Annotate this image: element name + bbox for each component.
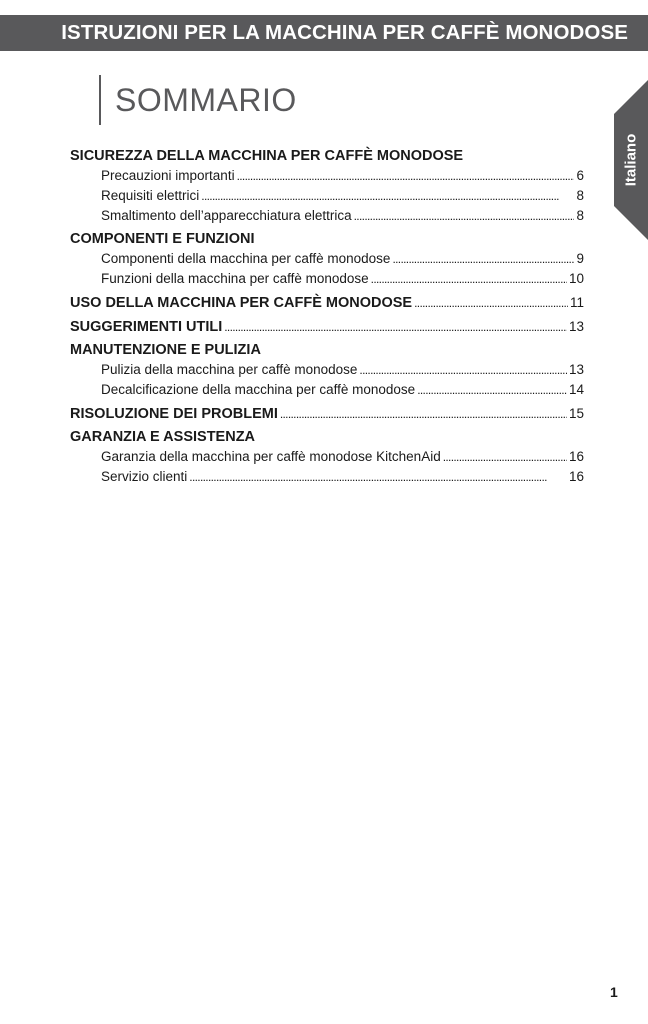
- toc-section-uso[interactable]: [70, 293, 584, 313]
- toc-page-number: 11: [569, 295, 584, 310]
- toc-page-number: 15: [568, 406, 584, 421]
- toc-section-title[interactable]: SICUREZZA DELLA MACCHINA PER CAFFÈ MONODOSE: [70, 148, 464, 164]
- toc-leader-dots: [189, 468, 567, 487]
- table-of-contents: [70, 147, 584, 491]
- toc-entry-label: Requisiti elettrici: [101, 188, 200, 203]
- toc-entry[interactable]: [70, 360, 584, 380]
- toc-page-number: 13: [568, 319, 584, 334]
- toc-entry-label: Smaltimento dell’apparecchiatura elettrica: [101, 208, 352, 223]
- toc-section-suggerimenti[interactable]: [70, 317, 584, 337]
- document-header: [0, 15, 648, 51]
- toc-entry[interactable]: [70, 186, 584, 206]
- header-title: ISTRUZIONI PER LA MACCHINA PER CAFFÈ MONODOSE: [61, 21, 628, 44]
- toc-entry-label: Servizio clienti: [101, 469, 188, 484]
- toc-section-garanzia: [70, 428, 584, 487]
- toc-section-title[interactable]: COMPONENTI E FUNZIONI: [70, 231, 255, 247]
- toc-entry[interactable]: [70, 447, 584, 467]
- toc-entry[interactable]: [70, 249, 584, 269]
- toc-page-number: 9: [576, 251, 584, 266]
- toc-page-number: 6: [576, 168, 584, 183]
- toc-section-manutenzione: [70, 341, 584, 400]
- toc-page-number: 14: [568, 382, 584, 397]
- toc-page-number: 16: [568, 449, 584, 464]
- toc-leader-dots: [392, 250, 574, 269]
- toc-section-title[interactable]: GARANZIA E ASSISTENZA: [70, 429, 256, 445]
- language-tab: [614, 80, 648, 240]
- toc-entry[interactable]: [70, 206, 584, 226]
- page-title-block: [99, 75, 297, 125]
- page-title: SOMMARIO: [115, 81, 297, 118]
- toc-leader-dots: [417, 381, 567, 400]
- toc-leader-dots: [443, 448, 567, 467]
- toc-leader-dots: [371, 270, 567, 289]
- toc-entry-label: Componenti della macchina per caffè monodose: [101, 251, 391, 266]
- toc-entry-label: Garanzia della macchina per caffè monodose KitchenAid: [101, 449, 441, 464]
- toc-leader-dots: [224, 318, 567, 337]
- toc-entry[interactable]: [70, 269, 584, 289]
- toc-entry[interactable]: [70, 166, 584, 186]
- title-divider: [99, 75, 101, 125]
- toc-leader-dots: [280, 405, 567, 424]
- toc-section-sicurezza: [70, 147, 584, 226]
- toc-entry-label: Precauzioni importanti: [101, 168, 235, 183]
- toc-page-number: 8: [576, 188, 584, 203]
- toc-section-title[interactable]: MANUTENZIONE E PULIZIA: [70, 342, 261, 358]
- toc-entry[interactable]: [70, 380, 584, 400]
- page-number: 1: [610, 984, 618, 1000]
- toc-page-number: 16: [568, 469, 584, 484]
- toc-page-number: 8: [576, 208, 584, 223]
- language-tab-label: Italiano: [622, 133, 640, 187]
- toc-leader-dots: [237, 167, 575, 186]
- toc-section-componenti: [70, 230, 584, 289]
- toc-section-title: USO DELLA MACCHINA PER CAFFÈ MONODOSE: [70, 295, 413, 311]
- toc-leader-dots: [354, 207, 575, 226]
- toc-section-title: SUGGERIMENTI UTILI: [70, 319, 223, 335]
- toc-section-risoluzione[interactable]: [70, 404, 584, 424]
- toc-entry-label: Funzioni della macchina per caffè monodose: [101, 271, 369, 286]
- toc-leader-dots: [201, 187, 574, 206]
- toc-leader-dots: [359, 361, 567, 380]
- toc-page-number: 10: [568, 271, 584, 286]
- toc-entry-label: Pulizia della macchina per caffè monodose: [101, 362, 358, 377]
- toc-page-number: 13: [568, 362, 584, 377]
- toc-leader-dots: [414, 294, 568, 313]
- toc-entry[interactable]: [70, 467, 584, 487]
- toc-section-title: RISOLUZIONE DEI PROBLEMI: [70, 406, 278, 422]
- toc-entry-label: Decalcificazione della macchina per caffè monodose: [101, 382, 416, 397]
